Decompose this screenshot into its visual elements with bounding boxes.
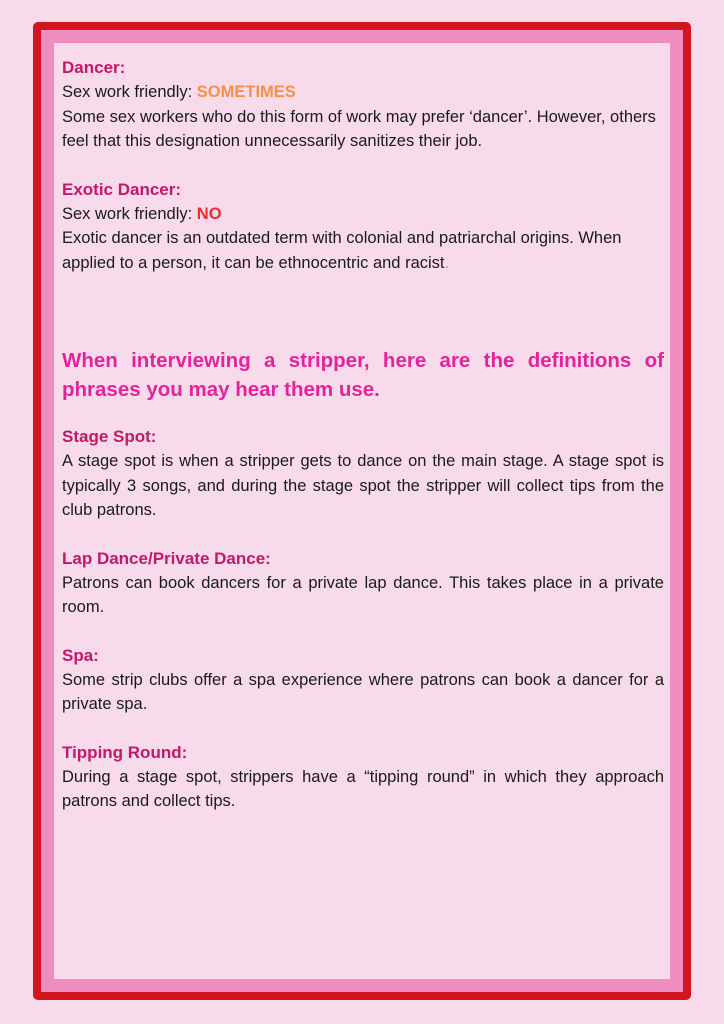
definition-term: Stage Spot:	[62, 427, 157, 446]
definition-term: Tipping Round:	[62, 742, 188, 762]
friendly-value-sometimes: SOMETIMES	[196, 83, 296, 101]
term-description-text: Exotic dancer is an outdated term with colonial and patriarchal origins. When applied to a person, it can be ethnocentric and racist	[62, 229, 622, 272]
definition-stage-spot	[62, 425, 664, 523]
document-content	[62, 56, 664, 814]
friendly-value-no: NO	[196, 204, 222, 223]
definition-lap-dance	[62, 547, 664, 620]
definition-spa	[62, 644, 664, 717]
definition-description: A stage spot is when a stripper gets to dance on the main stage. A stage spot is typically 3 songs, and during the stage spot the stripper will collect tips from the club patrons.	[62, 452, 664, 519]
term-title: Exotic Dancer:	[62, 179, 182, 199]
definition-term: Lap Dance/Private Dance:	[62, 548, 271, 568]
definition-description: Some strip clubs offer a spa experience where patrons can book a dancer for a private spa.	[62, 670, 664, 713]
term-title: Dancer:	[62, 58, 126, 77]
term-description: Some sex workers who do this form of work may prefer ‘dancer’. However, others feel that this designation unnecessarily sanitizes their job.	[62, 107, 656, 150]
term-description-end: .	[444, 253, 450, 272]
friendly-rating	[62, 80, 664, 105]
definitions-intro-heading: When interviewing a stripper, here are the definitions of phrases you may hear them use.	[62, 349, 664, 401]
term-entry-exotic-dancer	[62, 178, 664, 276]
term-entry-dancer	[62, 56, 664, 154]
term-description	[62, 226, 664, 275]
definition-tipping-round	[62, 741, 664, 814]
friendly-rating	[62, 202, 664, 227]
definition-description: During a stage spot, strippers have a “tipping round” in which they approach patrons and collect tips.	[62, 767, 664, 810]
definition-term: Spa:	[62, 645, 99, 665]
definition-description: Patrons can book dancers for a private lap dance. This takes place in a private room.	[62, 573, 664, 616]
friendly-label: Sex work friendly:	[62, 83, 197, 101]
friendly-label: Sex work friendly:	[62, 204, 197, 223]
